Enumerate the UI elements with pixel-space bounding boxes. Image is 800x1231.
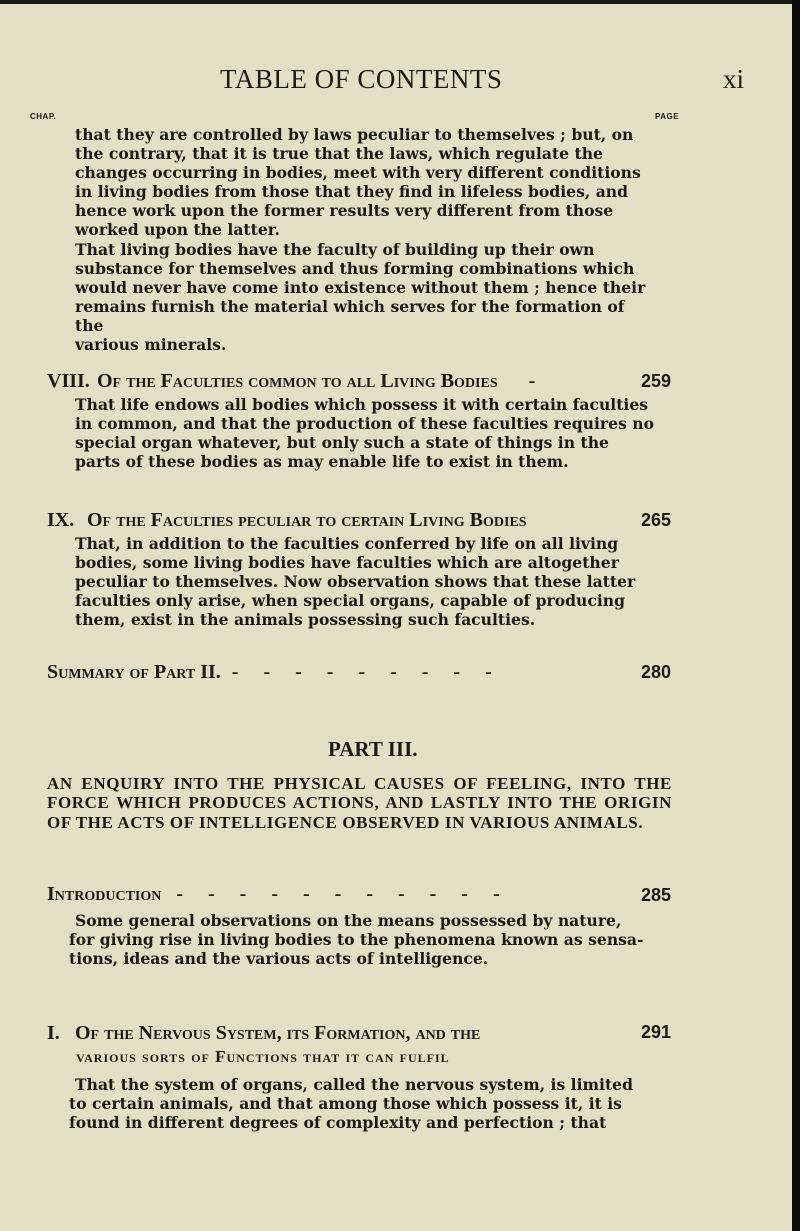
summary-title: Summary of Part II. xyxy=(47,661,221,683)
text-line: remains furnish the material which serves for the formation of the xyxy=(75,296,625,335)
dot-leader: - xyxy=(528,370,536,392)
chapter-summary xyxy=(69,911,669,968)
running-head: TABLE OF CONTENTS xyxy=(220,64,503,94)
chapter-title: Of the Faculties peculiar to certain Living Bodies xyxy=(87,509,527,531)
introduction-title: Introduction xyxy=(47,883,162,905)
intro-paragraph xyxy=(75,125,655,354)
chapter-number: IX. xyxy=(47,509,75,531)
text-line: That the system of organs, called the nervous system, is limited xyxy=(75,1075,633,1094)
chapter-summary xyxy=(69,1075,669,1132)
page-column-label: PAGE xyxy=(655,112,680,121)
text-line: would never have come into existence without them ; hence their xyxy=(75,277,646,297)
text-line: various minerals. xyxy=(75,335,227,355)
text-line: substance for themselves and thus forming combinations which xyxy=(75,258,635,278)
chapter-title-continued: various sorts of Functions that it can fulfil xyxy=(76,1047,450,1066)
text-line: That, in addition to the faculties conferred by life on all living xyxy=(75,534,619,553)
text-line: to certain animals, and that among those which possess it, it is xyxy=(69,1094,622,1114)
dot-leader: - - - - - - - - - - - xyxy=(176,883,510,905)
text-line: changes occurring in bodies, meet with very different conditions xyxy=(75,163,641,183)
chapter-title: Of the Faculties common to all Living Bodies xyxy=(97,370,498,392)
page-number: xi xyxy=(723,64,745,94)
toc-page-number: 259 xyxy=(640,371,671,391)
text-line: That living bodies have the faculty of building up their own xyxy=(75,239,595,259)
text-line: hence work upon the former results very different from those xyxy=(75,201,614,221)
text-line: parts of these bodies as may enable life to exist in them. xyxy=(75,452,569,472)
toc-page-number: 265 xyxy=(640,510,671,530)
text-line: special organ whatever, but only such a state of things in the xyxy=(75,433,609,453)
toc-entry-heading xyxy=(47,509,655,531)
page-top-edge xyxy=(0,0,800,4)
text-line: found in different degrees of complexity and perfection ; that xyxy=(69,1113,607,1133)
text-line: worked upon the latter. xyxy=(75,220,280,240)
toc-entry-heading xyxy=(47,370,655,392)
part-description: AN ENQUIRY INTO THE PHYSICAL CAUSES OF FEELING, INTO THE FORCE WHICH PRODUCES ACTIONS, AND LASTLY INTO THE ORIGIN OF THE ACTS OF INTELLIGENCE OBSERVED IN VARIOUS ANIMALS. xyxy=(47,774,672,832)
text-line: in living bodies from those that they find in lifeless bodies, and xyxy=(75,182,629,202)
chap-column-label: CHAP. xyxy=(30,112,57,121)
text-line: in common, and that the production of these faculties requires no xyxy=(75,414,655,434)
chapter-number: VIII. xyxy=(47,370,90,392)
toc-page-number: 285 xyxy=(640,885,671,905)
dot-leader: - - - - - - - - - xyxy=(231,661,502,683)
text-line: faculties only arise, when special organs, capable of producing xyxy=(75,591,626,611)
text-line: That life endows all bodies which possess it with certain faculties xyxy=(75,395,649,414)
toc-page-number: 280 xyxy=(640,662,671,682)
toc-entry-heading xyxy=(47,661,655,683)
chapter-title: Of the Nervous System, its Formation, and the xyxy=(75,1022,481,1044)
page-right-edge xyxy=(792,0,800,1231)
toc-page-number: 291 xyxy=(640,1022,671,1042)
text-line: the contrary, that it is true that the laws, which regulate the xyxy=(75,144,603,164)
text-line: that they are controlled by laws peculiar to themselves ; but, on xyxy=(75,125,634,144)
chapter-summary xyxy=(75,534,655,629)
toc-entry-heading xyxy=(47,1022,655,1044)
text-line: bodies, some living bodies have faculties which are altogether xyxy=(75,553,619,573)
chapter-summary xyxy=(75,395,655,471)
text-line: peculiar to themselves. Now observation shows that these latter xyxy=(75,572,636,592)
part-title: PART III. xyxy=(328,737,418,761)
toc-entry-heading xyxy=(47,883,655,905)
chapter-number: I. xyxy=(47,1022,60,1044)
text-line: for giving rise in living bodies to the phenomena known as sensa- xyxy=(69,930,644,950)
text-line: tions, ideas and the various acts of intelligence. xyxy=(69,949,489,969)
text-line: Some general observations on the means possessed by nature, xyxy=(75,911,622,930)
text-line: them, exist in the animals possessing such faculties. xyxy=(75,610,536,630)
